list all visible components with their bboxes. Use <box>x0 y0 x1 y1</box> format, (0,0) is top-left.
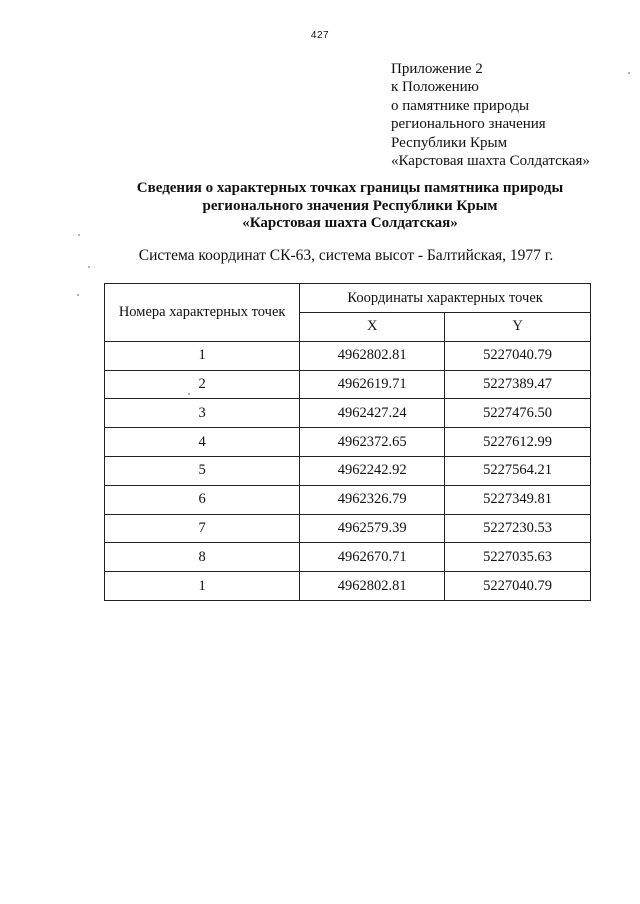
table-row <box>105 485 591 514</box>
x-coordinate-cell: 4962372.65 <box>300 428 445 457</box>
page-number: 427 <box>310 30 330 41</box>
header-point-number: Номера характерных точек <box>105 284 300 342</box>
document-heading <box>0 180 640 233</box>
header-x: X <box>300 313 445 342</box>
point-number-cell: 3 <box>105 399 300 428</box>
y-coordinate-cell: 5227612.99 <box>445 428 591 457</box>
scan-speck <box>88 266 90 268</box>
scan-speck <box>628 72 630 74</box>
appendix-line: к Положению <box>391 79 479 96</box>
coordinate-system-line: Система координат СК-63, система высот - Балтийская, 1977 г. <box>138 247 554 264</box>
table-row <box>105 514 591 543</box>
appendix-line: Республики Крым <box>391 134 508 151</box>
point-number-cell: 5 <box>105 456 300 485</box>
point-number-cell: 6 <box>105 485 300 514</box>
point-number-cell: 2 <box>105 370 300 399</box>
y-coordinate-cell: 5227040.79 <box>445 572 591 601</box>
x-coordinate-cell: 4962242.92 <box>300 456 445 485</box>
table-row <box>105 428 591 457</box>
heading-line: «Карстовая шахта Солдатская» <box>242 215 458 231</box>
appendix-line: Приложение 2 <box>391 61 483 77</box>
table-row <box>105 456 591 485</box>
y-coordinate-cell: 5227389.47 <box>445 370 591 399</box>
y-coordinate-cell: 5227476.50 <box>445 399 591 428</box>
scan-speck <box>188 393 190 395</box>
x-coordinate-cell: 4962802.81 <box>300 572 445 601</box>
appendix-line: «Карстовая шахта Солдатская» <box>391 153 590 170</box>
y-coordinate-cell: 5227040.79 <box>445 341 591 370</box>
x-coordinate-cell: 4962619.71 <box>300 370 445 399</box>
appendix-block <box>391 60 590 170</box>
table-header-row <box>105 284 591 313</box>
table-row <box>105 543 591 572</box>
point-number-cell: 4 <box>105 428 300 457</box>
heading-line: Сведения о характерных точках границы памятника природы <box>136 180 564 196</box>
point-number-cell: 1 <box>105 572 300 601</box>
point-number-cell: 8 <box>105 543 300 572</box>
x-coordinate-cell: 4962670.71 <box>300 543 445 572</box>
x-coordinate-cell: 4962579.39 <box>300 514 445 543</box>
boundary-points-table <box>104 283 591 601</box>
x-coordinate-cell: 4962326.79 <box>300 485 445 514</box>
table-row <box>105 572 591 601</box>
point-number-cell: 1 <box>105 341 300 370</box>
table-row <box>105 399 591 428</box>
appendix-line: регионального значения <box>391 116 546 133</box>
x-coordinate-cell: 4962427.24 <box>300 399 445 428</box>
y-coordinate-cell: 5227349.81 <box>445 485 591 514</box>
header-coordinates: Координаты характерных точек <box>300 284 591 313</box>
header-y: Y <box>445 313 591 342</box>
y-coordinate-cell: 5227564.21 <box>445 456 591 485</box>
scan-speck <box>78 234 80 236</box>
table-row <box>105 341 591 370</box>
y-coordinate-cell: 5227035.63 <box>445 543 591 572</box>
y-coordinate-cell: 5227230.53 <box>445 514 591 543</box>
point-number-cell: 7 <box>105 514 300 543</box>
x-coordinate-cell: 4962802.81 <box>300 341 445 370</box>
table-row <box>105 370 591 399</box>
scan-speck <box>77 294 79 296</box>
appendix-line: о памятнике природы <box>391 97 530 114</box>
heading-line: регионального значения Республики Крым <box>202 197 498 214</box>
